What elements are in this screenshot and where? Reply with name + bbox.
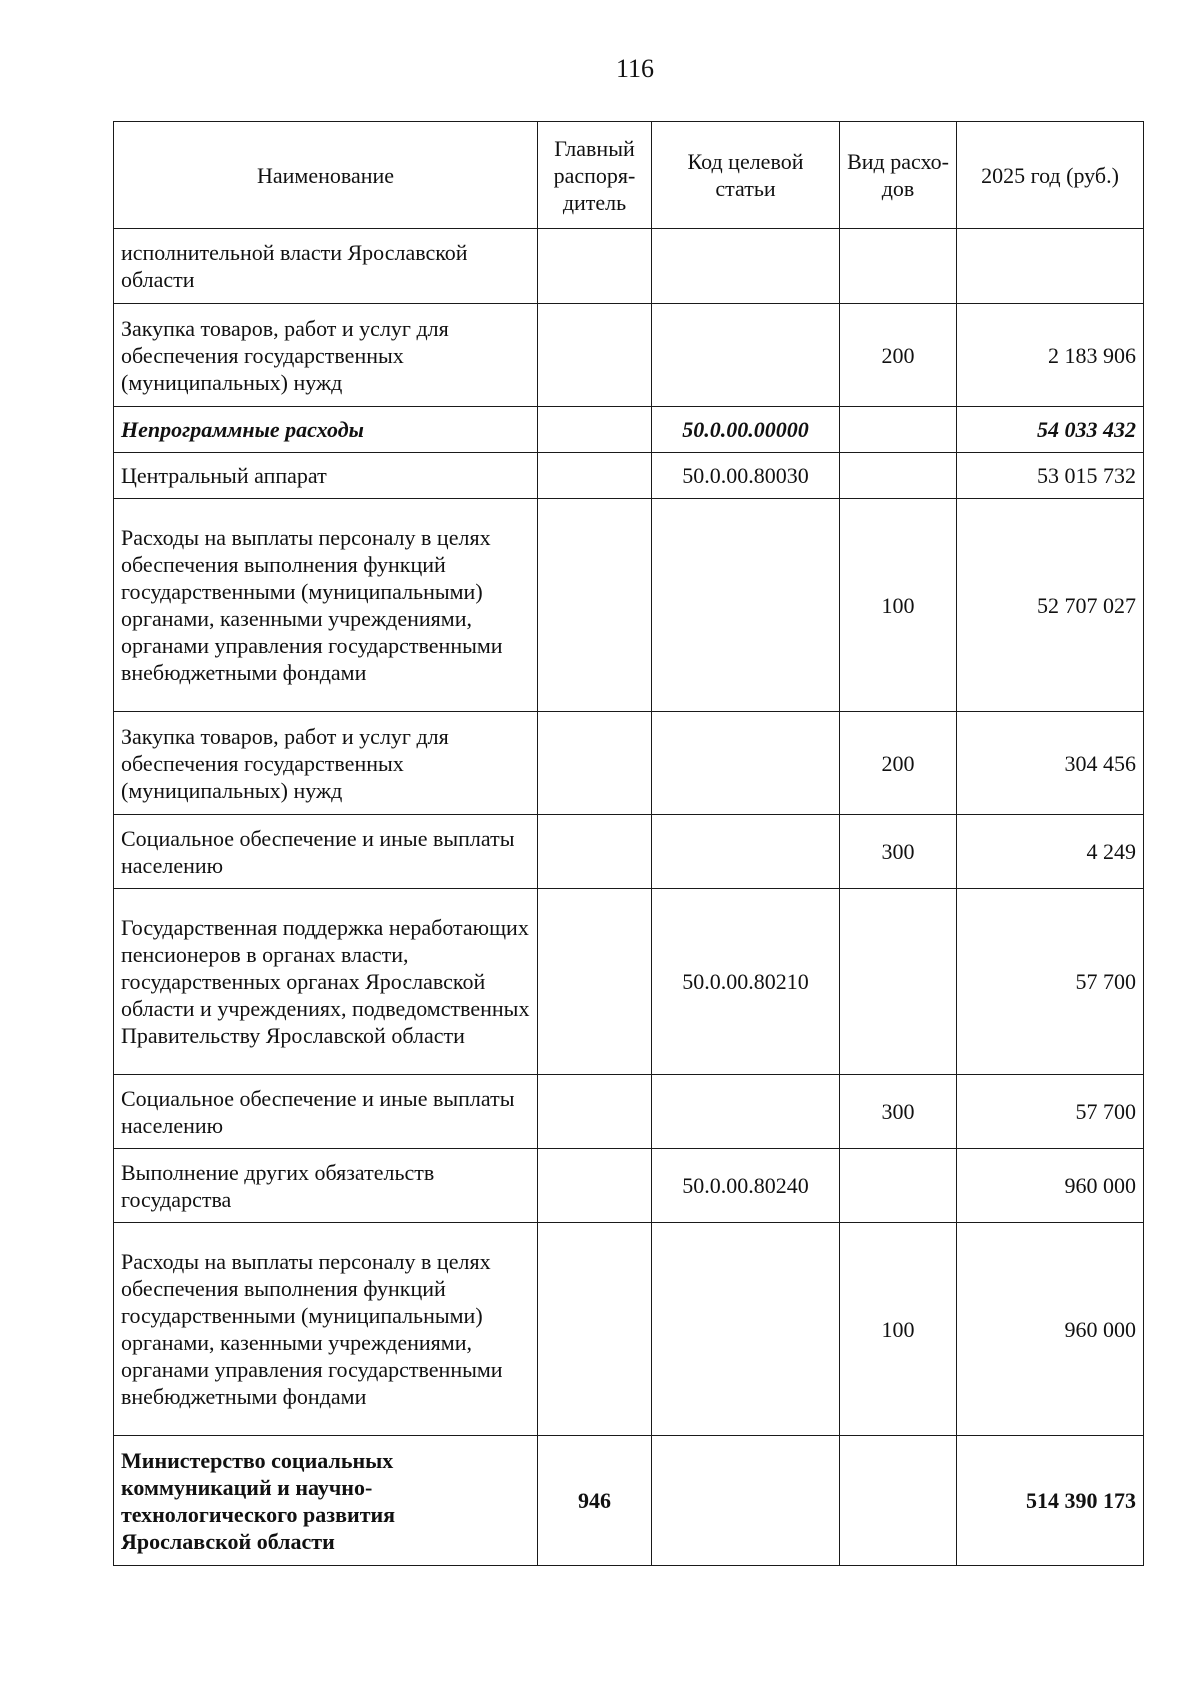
- table-row: [114, 407, 1144, 453]
- row-type: 300: [840, 815, 957, 889]
- header-manager: Главный распоря-дитель: [538, 122, 652, 229]
- row-code: [652, 304, 840, 407]
- row-amount: 52 707 027: [957, 499, 1144, 712]
- row-code: [652, 712, 840, 815]
- row-amount: 304 456: [957, 712, 1144, 815]
- row-manager: [538, 453, 652, 499]
- table-header: [114, 122, 1144, 229]
- table-row: [114, 815, 1144, 889]
- row-type: [840, 407, 957, 453]
- header-code: Код целевой статьи: [652, 122, 840, 229]
- table-row: [114, 1223, 1144, 1436]
- row-name: Закупка товаров, работ и услуг для обеспечения государственных (муниципальных) нужд: [114, 712, 538, 815]
- row-code: [652, 1436, 840, 1566]
- budget-table: [113, 121, 1144, 1566]
- row-code: [652, 1223, 840, 1436]
- row-name: Государственная поддержка неработающих пенсионеров в органах власти, государственных органах Ярославской области и учреждениях, подведомственных Правительству Ярославской области: [114, 889, 538, 1075]
- row-amount: 57 700: [957, 1075, 1144, 1149]
- row-type: [840, 1149, 957, 1223]
- row-type: 100: [840, 1223, 957, 1436]
- table-row: [114, 229, 1144, 304]
- table-row: [114, 712, 1144, 815]
- row-manager: [538, 304, 652, 407]
- row-manager: 946: [538, 1436, 652, 1566]
- header-amount: 2025 год (руб.): [957, 122, 1144, 229]
- row-name: Закупка товаров, работ и услуг для обеспечения государственных (муниципальных) нужд: [114, 304, 538, 407]
- header-row: [114, 122, 1144, 229]
- row-type: 100: [840, 499, 957, 712]
- table-row: [114, 499, 1144, 712]
- row-manager: [538, 815, 652, 889]
- row-code: [652, 499, 840, 712]
- row-amount: 2 183 906: [957, 304, 1144, 407]
- row-manager: [538, 1223, 652, 1436]
- row-manager: [538, 1149, 652, 1223]
- row-code: 50.0.00.00000: [652, 407, 840, 453]
- row-name: Расходы на выплаты персоналу в целях обеспечения выполнения функций государственными (муниципальными) органами, казенными учреждениями, органами управления государственными внебюджетными фондами: [114, 499, 538, 712]
- row-type: [840, 1436, 957, 1566]
- row-manager: [538, 712, 652, 815]
- row-manager: [538, 499, 652, 712]
- header-type: Вид расхо-дов: [840, 122, 957, 229]
- row-type: 200: [840, 712, 957, 815]
- row-name: Непрограммные расходы: [114, 407, 538, 453]
- row-name: Министерство социальных коммуникаций и научно-технологического развития Ярославской области: [114, 1436, 538, 1566]
- row-code: 50.0.00.80240: [652, 1149, 840, 1223]
- row-code: [652, 229, 840, 304]
- row-code: [652, 1075, 840, 1149]
- header-name: Наименование: [114, 122, 538, 229]
- row-manager: [538, 229, 652, 304]
- row-amount: 960 000: [957, 1149, 1144, 1223]
- row-amount: 57 700: [957, 889, 1144, 1075]
- row-amount: 960 000: [957, 1223, 1144, 1436]
- row-name: Расходы на выплаты персоналу в целях обеспечения выполнения функций государственными (муниципальными) органами, казенными учреждениями, органами управления государственными внебюджетными фондами: [114, 1223, 538, 1436]
- table-row: [114, 304, 1144, 407]
- row-name: Социальное обеспечение и иные выплаты населению: [114, 1075, 538, 1149]
- row-type: 200: [840, 304, 957, 407]
- row-manager: [538, 1075, 652, 1149]
- table-body: [114, 229, 1144, 1566]
- table-row: [114, 1436, 1144, 1566]
- row-manager: [538, 407, 652, 453]
- row-name: исполнительной власти Ярославской области: [114, 229, 538, 304]
- row-amount: [957, 229, 1144, 304]
- row-manager: [538, 889, 652, 1075]
- row-code: 50.0.00.80210: [652, 889, 840, 1075]
- row-name: Центральный аппарат: [114, 453, 538, 499]
- row-amount: 53 015 732: [957, 453, 1144, 499]
- table-row: [114, 889, 1144, 1075]
- table-row: [114, 1075, 1144, 1149]
- row-amount: 54 033 432: [957, 407, 1144, 453]
- table-row: [114, 453, 1144, 499]
- row-amount: 4 249: [957, 815, 1144, 889]
- row-name: Выполнение других обязательств государства: [114, 1149, 538, 1223]
- row-type: [840, 229, 957, 304]
- row-code: 50.0.00.80030: [652, 453, 840, 499]
- table-row: [114, 1149, 1144, 1223]
- row-name: Социальное обеспечение и иные выплаты населению: [114, 815, 538, 889]
- row-type: [840, 453, 957, 499]
- row-code: [652, 815, 840, 889]
- row-type: 300: [840, 1075, 957, 1149]
- row-amount: 514 390 173: [957, 1436, 1144, 1566]
- row-type: [840, 889, 957, 1075]
- page-number: 116: [615, 54, 655, 83]
